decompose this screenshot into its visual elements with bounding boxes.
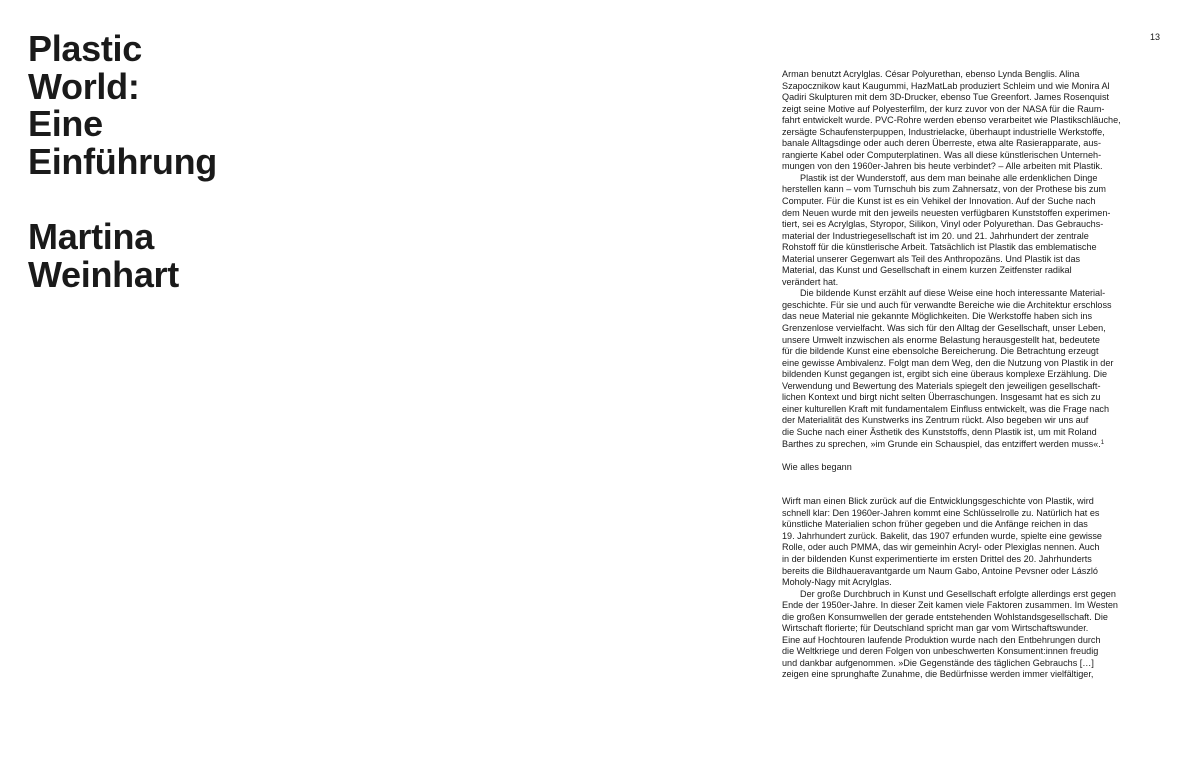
paragraph-2	[782, 173, 1166, 288]
section-heading: Wie alles begann	[782, 461, 852, 472]
text-line: lichen Kontext und birgt nicht selten Überraschungen. Insgesamt hat es sich zu	[782, 392, 1101, 403]
text-line: zersägte Schaufensterpuppen, Industrielacke, überhaupt industrielle Werkstoffe,	[782, 126, 1105, 137]
paragraph-1	[782, 69, 1166, 173]
text-line: unsere Umwelt inzwischen als enorme Belastung herausgestellt hat, bedeutete	[782, 334, 1100, 345]
text-line: 19. Jahrhundert zurück. Bakelit, das 1907 erfunden wurde, spielte eine gewisse	[782, 530, 1102, 541]
text-line: Verwendung und Bewertung des Materials spiegelt den jeweiligen gesellschaft-	[782, 380, 1101, 391]
spacer	[782, 473, 1166, 485]
text-line: eine gewisse Ambivalenz. Folgt man dem Weg, den die Nutzung von Plastik in der	[782, 357, 1114, 368]
text-line: banale Alltagsdinge oder auch deren Überreste, etwa alte Rasierapparate, aus-	[782, 138, 1101, 149]
text-line: bildenden Kunst gegangen ist, ergibt sich eine überaus komplexe Erzählung. Die	[782, 369, 1108, 380]
text-line: die Weltkriege und deren Folgen von unbeschwerten Konsument:innen freudig	[782, 646, 1099, 657]
title-line: Eine	[28, 103, 103, 144]
text-line: Qadiri Skulpturen mit dem 3D-Drucker, ebenso Tue Greenfort. James Rosenquist	[782, 92, 1110, 103]
text-line: Material unserer Gegenwart als Teil des Anthropozäns. Und Plastik ist das	[782, 253, 1081, 264]
text-line: zeigen eine sprunghafte Zunahme, die Bedürfnisse werden immer vielfältiger,	[782, 669, 1094, 680]
title-line: Plastic	[28, 28, 142, 69]
title-line: World:	[28, 65, 140, 107]
page-number: 13	[1150, 32, 1161, 42]
text-line: und dankbar aufgenommen. »Die Gegenstände des täglichen Gebrauchs […]	[782, 657, 1094, 668]
text-line: Eine auf Hochtouren laufende Produktion wurde nach den Entbehrungen durch	[782, 634, 1101, 645]
author-line: Weinhart	[28, 253, 179, 295]
text-line: tiert, sei es Acrylglas, Styropor, Silikon, Vinyl oder Polyurethan. Das Gebrauchs-	[782, 219, 1104, 230]
text-line-content: Barthes zu sprechen, »im Grunde ein Schauspiel, das entziffert werden muss«.	[782, 438, 1101, 449]
paragraph-5	[782, 589, 1166, 681]
author-line: Martina	[28, 216, 154, 257]
text-line	[782, 439, 1166, 451]
text-line: bereits die Bildhaueravantgarde um Naum Gabo, Antoine Pevsner oder László	[782, 565, 1098, 576]
essay-title	[28, 30, 388, 180]
text-line: Der große Durchbruch in Kunst und Gesellschaft erfolgte allerdings erst gegen	[800, 588, 1116, 599]
text-line: Die bildende Kunst erzählt auf diese Weise eine hoch interessante Material-	[800, 288, 1106, 299]
text-line: Computer. Für die Kunst ist es ein Vehikel der Innovation. Auf der Suche nach	[782, 196, 1096, 207]
text-line: material der Industriegesellschaft ist im 20. und 21. Jahrhundert der zentrale	[782, 230, 1089, 241]
text-line: geschichte. Für sie und auch für verwandte Bereiche wie die Architektur erschloss	[782, 299, 1112, 310]
text-line: einer kulturellen Kraft mit fundamentalem Einfluss entwickelt, was die Frage nach	[782, 403, 1110, 414]
text-line: Plastik ist der Wunderstoff, aus dem man beinahe alle erdenklichen Dinge	[800, 172, 1098, 183]
text-line: Moholy-Nagy mit Acrylglas.	[782, 577, 892, 588]
title-block	[28, 30, 388, 293]
text-line: herstellen kann – vom Turnschuh bis zum Zahnersatz, von der Prothese bis zum	[782, 184, 1106, 195]
text-line: schnell klar: Den 1960er-Jahren kommt eine Schlüsselrolle zu. Natürlich hat es	[782, 507, 1100, 518]
text-line: in der bildenden Kunst experimentierte im ersten Drittel des 20. Jahrhunderts	[782, 553, 1092, 564]
text-line: die Suche nach einer Ästhetik des Kunststoffs, denn Plastik ist, um mit Roland	[782, 426, 1097, 437]
text-line: der Materialität des Kunstwerks ins Zentrum rückt. Also begeben wir uns auf	[782, 415, 1089, 426]
text-line: Arman benutzt Acrylglas. César Polyurethan, ebenso Lynda Benglis. Alina	[782, 69, 1080, 79]
body-text	[782, 69, 1166, 681]
text-line: verändert hat.	[782, 276, 839, 287]
paragraph-4	[782, 496, 1166, 588]
text-line: Wirtschaft florierte; für Deutschland spricht man gar vom Wirtschaftswunder.	[782, 623, 1089, 634]
text-line: künstliche Materialien schon früher gegeben und die Anfänge reichen in das	[782, 519, 1088, 530]
text-line: Rolle, oder auch PMMA, das wir gemeinhin Acryl- oder Plexiglas nennen. Auch	[782, 542, 1100, 553]
text-line: rangierte Kabel oder Computerplatinen. Was all diese künstlerischen Unterneh-	[782, 149, 1102, 160]
text-line: Material, das Kunst und Gesellschaft in einem kurzen Zeitfenster radikal	[782, 265, 1072, 276]
footnote-ref[interactable]: 1	[1100, 439, 1105, 446]
text-line: Ende der 1950er-Jahre. In dieser Zeit kamen viele Faktoren zusammen. Im Westen	[782, 600, 1118, 611]
text-line: das neue Material nie gekannte Möglichkeiten. Die Werkstoffe haben sich ins	[782, 311, 1093, 322]
text-line: die großen Konsumwellen der gerade entstehenden Wohlstandsgesellschaft. Die	[782, 611, 1108, 622]
text-line: Rohstoff für die künstlerische Arbeit. Tatsächlich ist Plastik das emblematische	[782, 242, 1097, 253]
author-name	[28, 218, 388, 293]
text-line: mungen von den 1960er-Jahren bis heute verbindet? – Alle arbeiten mit Plastik.	[782, 161, 1103, 172]
text-line: für die bildende Kunst eine ebensolche Bereicherung. Die Betrachtung erzeugt	[782, 346, 1099, 357]
title-line: Einführung	[28, 140, 217, 182]
spacer	[782, 485, 1166, 497]
text-line: zeigt seine Motive auf Polyesterfilm, der kurz zuvor von der NASA für die Raum-	[782, 103, 1105, 114]
text-line: dem Neuen wurde mit den jeweils neuesten verfügbaren Kunststoffen experimen-	[782, 207, 1111, 218]
text-line: fahrt entwickelt wurde. PVC-Rohre werden ebenso verarbeitet wie Plastikschläuche,	[782, 115, 1121, 126]
text-line: Wirft man einen Blick zurück auf die Entwicklungsgeschichte von Plastik, wird	[782, 496, 1094, 507]
text-line: Grenzenlose vervielfacht. Was sich für den Alltag der Gesellschaft, unser Leben,	[782, 323, 1106, 334]
text-line: Szapocznikow kaut Kaugummi, HazMatLab produziert Schleim und wie Monira Al	[782, 80, 1110, 91]
spacer	[782, 450, 1166, 462]
paragraph-3	[782, 288, 1166, 450]
